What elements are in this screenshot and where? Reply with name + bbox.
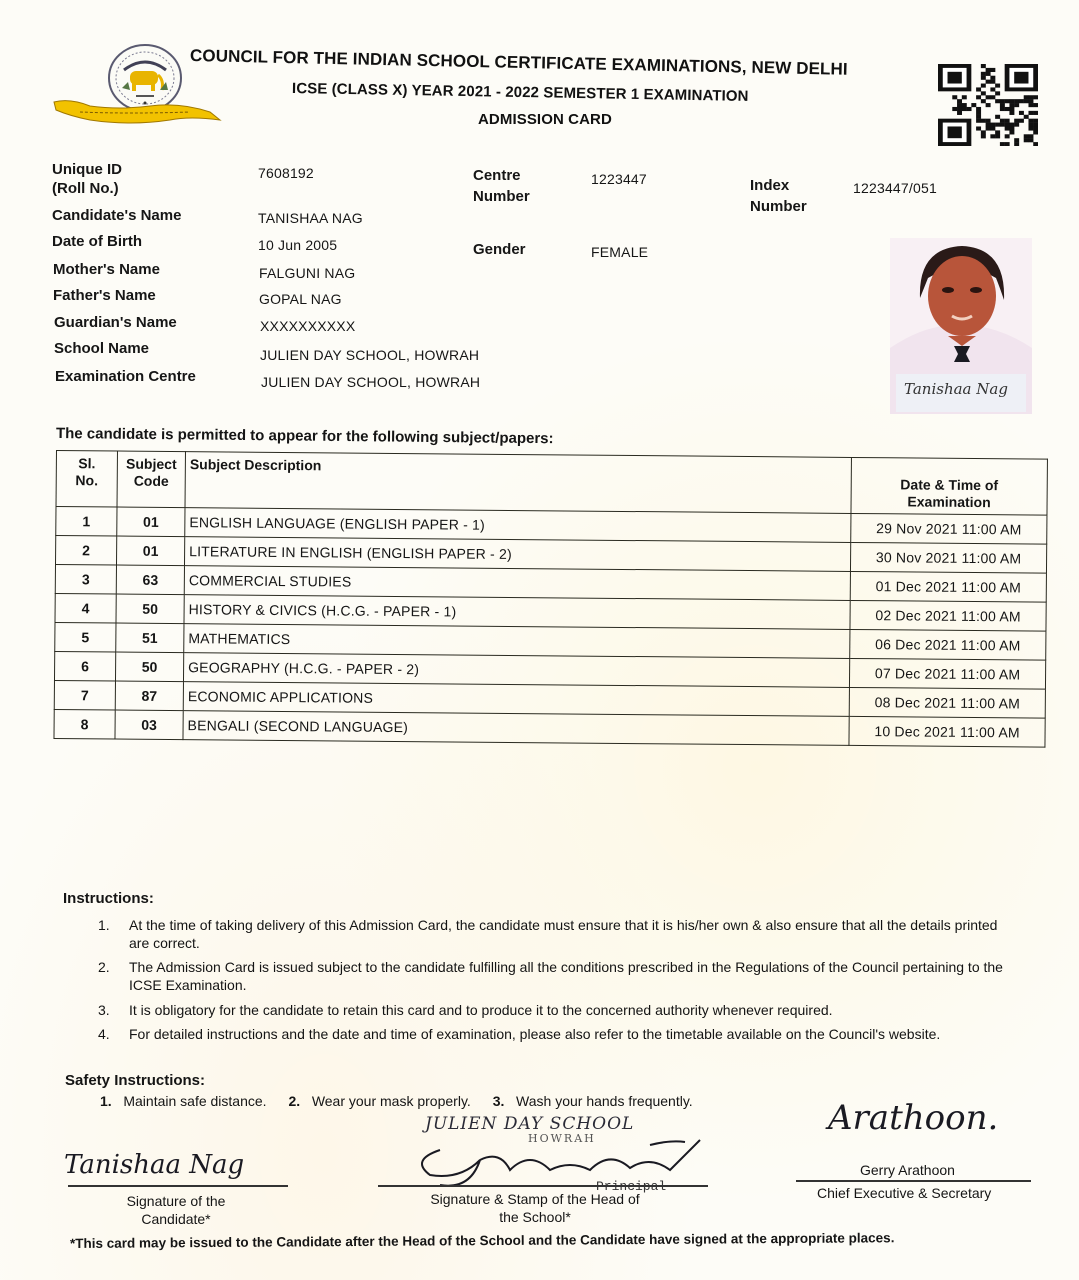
subjects-table [53,450,1047,748]
candidate-signature: Tanishaa Nag [64,1150,245,1180]
subject-code: 50 [115,652,183,682]
chief-executive-signature: Arathoon. [828,1098,999,1138]
school-stamp-city: HOWRAH [528,1132,596,1145]
exam-centre-value: JULIEN DAY SCHOOL, HOWRAH [261,374,481,390]
centre-number-label: Centre Number [473,167,530,205]
unique-id-label: Unique ID (Roll No.) [52,161,122,197]
father-name-label: Father's Name [53,287,156,304]
subject-description: COMMERCIAL STUDIES [184,566,850,601]
dob-value: 10 Jun 2005 [258,237,338,253]
subject-sl-no: 8 [54,709,115,739]
school-signature-caption: Signature & Stamp of the Head of the School* [430,1191,640,1225]
centre-number-value: 1223447 [591,171,647,187]
safety-items [100,1093,693,1109]
father-name-value: GOPAL NAG [259,291,342,307]
subject-description: LITERATURE IN ENGLISH (ENGLISH PAPER - 2) [184,537,850,572]
header-date-time: Date & Time of Examination [851,457,1047,515]
gender-value: FEMALE [591,244,649,260]
subject-code: 87 [115,681,183,711]
school-stamp-name: JULIEN DAY SCHOOL [425,1114,635,1134]
subject-description: ECONOMIC APPLICATIONS [183,682,849,717]
subject-sl-no: 1 [56,507,117,537]
school-name-label: School Name [54,340,150,357]
council-signature-line [796,1180,1031,1182]
council-title: COUNCIL FOR THE INDIAN SCHOOL CERTIFICATE EXAMINATIONS, NEW DELHI [189,46,848,79]
subject-code: 50 [116,594,184,624]
subject-exam-date: 29 Nov 2021 11:00 AM [851,513,1047,544]
safety-title: Safety Instructions: [65,1072,206,1089]
header-sl-no: Sl. No. [56,451,117,508]
subjects-intro: The candidate is permitted to appear for the following subject/papers: [55,425,554,448]
subject-exam-date: 01 Dec 2021 11:00 AM [850,571,1046,602]
mother-name-label: Mother's Name [53,261,160,278]
subject-code: 01 [116,536,184,566]
admission-card: COUNCIL FOR THE INDIAN SCHOOL CERTIFICATE EXAMINATIONS, NEW DELHI ICSE (CLASS X) YEAR 2021 - 2022 SEMESTER 1 EXAMINATION ADMISSION CARD Unique ID (Roll No.) 7608192 Centre Number 1223447 Index Number 1223447/051 Candidate's Name TANISHAA NAG Date of Birth 10 Jun 2005 Gender FEMALE Mother's Name FALGUNI NAG Father's Name GOPAL NAG Guardian's Name XXXXXXXXXX School Name JULIEN DAY SCHOOL, HOWRAH Examination Centre JULIEN DAY SCHOOL, HOWRAH Tanishaa Nag The candidate is permitted to appear for the following subject/papers: Sl. No. Subject Code Subject Description Date & Time of Examination 1 01 ENGLISH LANGUAGE (ENGLISH PAPER - 1) 29 Nov 2021 11:00 AM 2 01 LITERATURE IN ENGLISH (ENGLISH PAPER - 2) 30 Nov 2021 11:00 AM 3 63 COMMERCIAL STUDIES 01 Dec 2021 11:00 AM 4 50 HISTORY & CIVICS (H.C.G. - PAPER - 1) 02 Dec 2021 11:00 AM 5 51 MATHEMATICS 06 Dec 2021 11:00 AM 6 50 GEOGRAPHY (H.C.G. - PAPER - 2) 07 Dec 2021 11:00 AM 7 87 ECONOMIC APPLICATIONS 08 Dec 2021 11:00 AM 8 03 BENGALI (SECOND LANGUAGE) 10 Dec 2021 11:00 AM Instructions: 1. At the time of taking delivery of this Admission Card, the candidate must ensure that it is his/her own & also ensure that all the details printed are correct. 2. The Admission Card is issued subject to the candidate fulfilling all the conditions prescribed in the Regulations of the Council pertaining to the ICSE Examination. 3. It is obligatory for the candidate to retain this card and to produce it to the concerned authority whenever required. 4. For detailed instructions and the date and time of examination, please also refer to the timetable available on the Council's website. Safety Instructions: 1. Maintain safe distance. 2. Wear your mask properly. 3. Wash your hands frequently. Tanishaa Nag Signature of the Candidate* JULIEN DAY SCHOOL HOWRAH Principal Signature & Stamp of the Head of the School* Arathoon. Gerry Arathoon Chief Executive & Secretary *This card may be issued to the Candidate after the Head of the School and the Candidate have signed at the appropriate places. [0,0,1079,1280]
subject-exam-date: 10 Dec 2021 11:00 AM [849,716,1045,747]
candidate-name-label: Candidate's Name [52,207,182,224]
candidate-name-value: TANISHAA NAG [258,210,363,226]
exam-title: ICSE (CLASS X) YEAR 2021 - 2022 SEMESTER 1 EXAMINATION [291,80,749,105]
subject-description: ENGLISH LANGUAGE (ENGLISH PAPER - 1) [185,508,851,543]
subject-code: 51 [116,623,184,653]
instructions-title: Instructions: [63,890,154,907]
qr-code-icon [938,64,1038,146]
photo-signature: Tanishaa Nag [904,380,1008,398]
exam-centre-label: Examination Centre [55,368,196,385]
safety-item-3: 3. Wash your hands frequently. [492,1093,693,1109]
subject-sl-no: 3 [55,565,116,595]
gender-label: Gender [473,241,526,258]
safety-item-1: 1. Maintain safe distance. [100,1093,267,1109]
chief-executive-title: Chief Executive & Secretary [817,1185,992,1201]
index-number-value: 1223447/051 [853,180,937,196]
chief-executive-name: Gerry Arathoon [860,1162,955,1178]
subject-exam-date: 02 Dec 2021 11:00 AM [850,600,1046,631]
index-number-label: Index Number [750,177,807,215]
safety-item-2: 2. Wear your mask properly. [288,1093,471,1109]
subject-code: 03 [115,710,183,740]
header-subject-code: Subject Code [117,451,185,508]
subject-description: MATHEMATICS [184,624,850,659]
subject-sl-no: 4 [55,593,116,623]
mother-name-value: FALGUNI NAG [259,265,356,281]
subject-sl-no: 7 [54,680,115,710]
subject-sl-no: 2 [56,536,117,566]
subject-exam-date: 07 Dec 2021 11:00 AM [849,658,1045,689]
guardian-name-value: XXXXXXXXXX [260,318,356,334]
subject-exam-date: 30 Nov 2021 11:00 AM [850,542,1046,573]
subject-exam-date: 06 Dec 2021 11:00 AM [850,629,1046,660]
school-stamp-role: Principal [596,1179,667,1194]
subjects-header-row [56,451,1047,516]
subject-description: BENGALI (SECOND LANGUAGE) [183,711,849,746]
subject-description: HISTORY & CIVICS (H.C.G. - PAPER - 1) [184,595,850,630]
subject-sl-no: 5 [55,622,116,652]
footnote: *This card may be issued to the Candidate after the Head of the School and the Candidate have signed at the appropriate places. [69,1230,895,1251]
subject-code: 63 [116,565,184,595]
card-title: ADMISSION CARD [478,111,612,128]
candidate-signature-caption: Signature of the Candidate* [126,1193,226,1227]
school-name-value: JULIEN DAY SCHOOL, HOWRAH [260,347,480,363]
subject-sl-no: 6 [54,651,115,681]
candidate-signature-line [68,1185,288,1187]
header-subject-description: Subject Description [185,452,851,514]
subject-description: GEOGRAPHY (H.C.G. - PAPER - 2) [183,653,849,688]
dob-label: Date of Birth [52,233,142,250]
candidate-photo [890,238,1032,414]
guardian-name-label: Guardian's Name [54,314,177,331]
unique-id-value: 7608192 [258,165,314,181]
subject-exam-date: 08 Dec 2021 11:00 AM [849,687,1045,718]
subject-code: 01 [117,507,185,537]
